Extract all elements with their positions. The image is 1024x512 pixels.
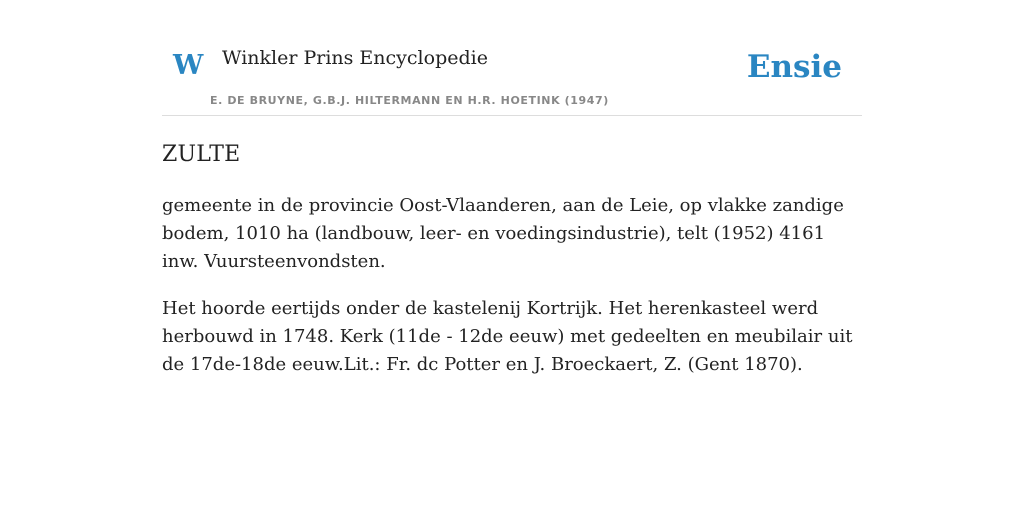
entry-title: ZULTE — [162, 142, 241, 167]
entry-paragraph: gemeente in de provincie Oost-Vlaanderen, aan de Leie, op vlakke zandige bodem, 1010 ha (landbouw, leer- en voedingsindustrie), telt (1952) 4161 inw. Vuursteenvondsten. — [162, 195, 844, 272]
entry-paragraph: Het hoorde eertijds onder de kastelenij Kortrijk. Het herenkasteel werd herbouwd in 1748. Kerk (11de - 12de eeuw) met gedeelten en meubilair uit de 17de-18de eeuw.Lit.: Fr. dc Potter en J. Broeckaert, Z. (Gent 1870). — [162, 298, 853, 375]
source-title[interactable]: Winkler Prins Encyclopedie — [222, 47, 488, 69]
source-header — [162, 0, 862, 116]
source-authors: E. DE BRUYNE, G.B.J. HILTERMANN EN H.R. HOETINK (1947) — [210, 94, 609, 107]
source-logo[interactable]: W — [173, 50, 204, 81]
brand-logo-link[interactable]: Ensie — [746, 49, 842, 85]
page — [162, 0, 862, 379]
